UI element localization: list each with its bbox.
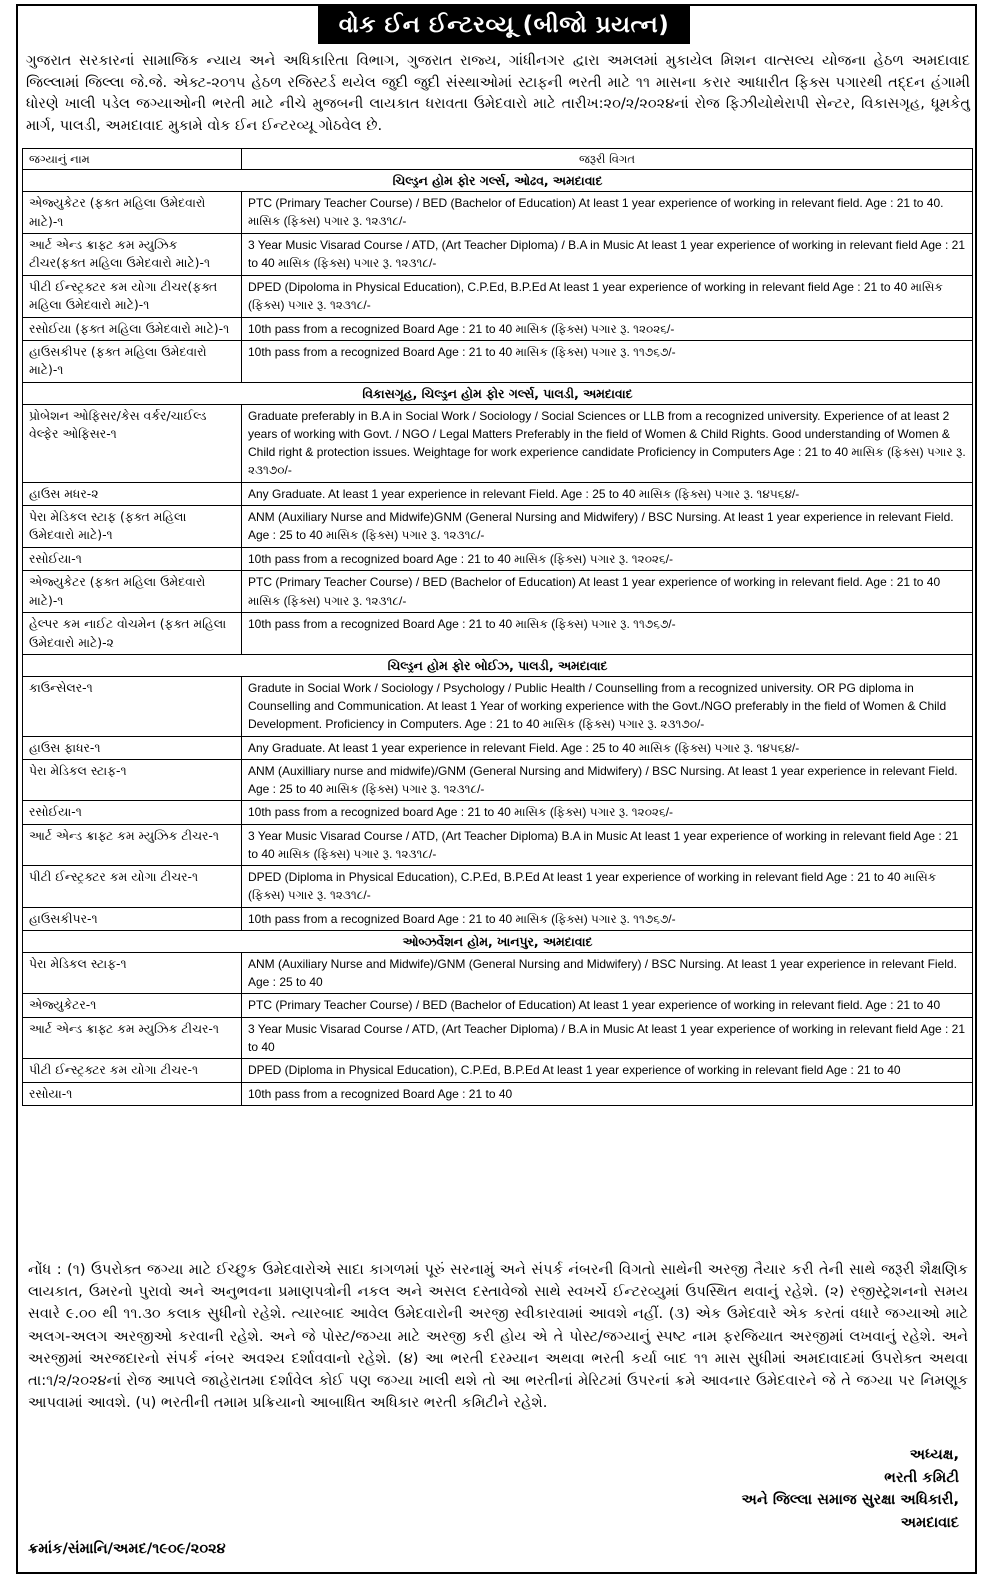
header-post-name: જગ્યાનું નામ <box>23 149 242 170</box>
section-header-row <box>23 382 973 404</box>
post-details-cell: 3 Year Music Visarad Course / ATD, (Art Teacher Diploma) / B.A in Music At least 1 year experience of working in relevant field Age : 21 to 40 માસિક (ફિક્સ) પગાર રૂ. ૧૨૩૧૮/- <box>242 234 973 276</box>
table-row <box>23 801 973 824</box>
post-details-cell: 10th pass from a recognized Board Age : 21 to 40 માસિક (ફિક્સ) પગાર રૂ. ૧૧૭૬૭/- <box>242 613 973 655</box>
post-details-cell: PTC (Primary Teacher Course) / BED (Bachelor of Education) At least 1 year experience of working in relevant field. Age : 21 to 40. માસિક (ફિક્સ) પગાર રૂ. ૧૨૩૧૮/- <box>242 192 973 234</box>
intro-paragraph: ગુજરાત સરકારનાં સામાજિક ન્યાય અને અધિકારિતા વિભાગ, ગુજરાત રાજ્ય, ગાંધીનગર દ્વારા અમલમાં મુકાયેલ મિશન વાત્સલ્ય યોજના હેઠળ અમદાવાદ જિલ્લામાં જિલ્લા જે.જે. એક્ટ-૨૦૧૫ હેઠળ રજિસ્ટર્ડ થયેલ જુદી જુદી સંસ્થાઓમાં સ્ટાફની ભરતી માટે ૧૧ માસના કરાર આધારીત ફિક્સ પગારથી તદ્દન હંગામી ધોરણે ખાલી પડેલ જગ્યાઓની ભરતી માટે નીચે મુજબની લાયકાત ધરાવતા ઉમેદવારો માટે તારીખ:૨૦/૨/૨૦૨૪નાં રોજ ફિઝીયોથેરાપી સેન્ટર, વિકાસગૃહ, ધૂમકેતુ માર્ગ, પાલડી, અમદાવાદ મુકામે વોક ઈન ઈન્ટરવ્યૂ ગોઠવેલ છે. <box>26 52 970 134</box>
section-name: વિકાસગૃહ, ચિલ્ડ્રન હોમ ફોર ગર્લ્સ, પાલડી, અમદાવાદ <box>23 382 973 404</box>
section-header-row <box>23 930 973 952</box>
post-details-cell: ANM (Auxilliary nurse and midwife)/GNM (General Nursing and Midwifery) / BSC Nursing. At least 1 year experience in relevant Field. Age : 25 to 40 માસિક (ફિક્સ) પગાર રૂ. ૧૨૩૧૮/- <box>242 759 973 800</box>
vacancy-table <box>22 148 973 1106</box>
table-row <box>23 275 973 317</box>
post-name-cell: પીટી ઈન્સ્ટ્રક્ટર કમ યોગા ટીચર-૧ <box>23 866 242 907</box>
post-details-cell: Any Graduate. At least 1 year experience in relevant Field. Age : 25 to 40 માસિક (ફિક્સ) પગાર રૂ. ૧૪૫૬૪/- <box>242 736 973 759</box>
post-name-cell: આર્ટ એન્ડ ક્રાફ્ટ કમ મ્યુઝિક ટીચર(ફક્ત મહિલા ઉમેદવારો માટે)-૧ <box>23 234 242 276</box>
post-name-cell: પેરા મેડિકલ સ્ટાફ-૧ <box>23 952 242 993</box>
post-details-cell: 10th pass from a recognized Board Age : 21 to 40 <box>242 1082 973 1105</box>
post-details-cell: 10th pass from a recognized Board Age : 21 to 40 માસિક (ફિક્સ) પગાર રૂ. ૧૧૭૬૭/- <box>242 907 973 930</box>
table-row <box>23 192 973 234</box>
post-name-cell: પેરા મેડિકલ સ્ટાફ-૧ <box>23 759 242 800</box>
post-details-cell: PTC (Primary Teacher Course) / BED (Bachelor of Education) At least 1 year experience of working in relevant field. Age : 21 to 40 <box>242 994 973 1017</box>
post-details-cell: DPED (Diploma in Physical Education), C.P.Ed, B.P.Ed At least 1 year experience of working in relevant field Age : 21 to 40 માસિક (ફિક્સ) પગાર રૂ. ૧૨૩૧૮/- <box>242 866 973 907</box>
post-name-cell: એજ્યુકેટર (ફક્ત મહિલા ઉમેદવારો માટે)-૧ <box>23 571 242 613</box>
post-name-cell: પેરા મેડિકલ સ્ટાફ (ફક્ત મહિલા ઉમેદવારો માટે)-૧ <box>23 506 242 548</box>
post-name-cell: એજ્યુકેટર (ફક્ત મહિલા ઉમેદવારો માટે)-૧ <box>23 192 242 234</box>
post-name-cell: કાઉન્સેલર-૧ <box>23 676 242 736</box>
post-name-cell: હાઉસકીપર (ફક્ત મહિલા ઉમેદવારો માટે)-૧ <box>23 341 242 383</box>
section-name: ચિલ્ડ્રન હોમ ફોર ગર્લ્સ, ઓઢવ, અમદાવાદ <box>23 170 973 192</box>
signature-line-city: અમદાવાદ <box>900 1513 959 1531</box>
post-name-cell: રસોઈયા (ફક્ત મહિલા ઉમેદવારો માટે)-૧ <box>23 317 242 340</box>
post-name-cell: રસોઈયા-૧ <box>23 801 242 824</box>
table-row <box>23 571 973 613</box>
table-row <box>23 404 973 482</box>
post-details-cell: Any Graduate. At least 1 year experience in relevant Field. Age : 25 to 40 માસિક (ફિક્સ) પગાર રૂ. ૧૪૫૬૪/- <box>242 482 973 505</box>
table-row <box>23 736 973 759</box>
post-details-cell: 10th pass from a recognized Board Age : 21 to 40 માસિક (ફિક્સ) પગાર રૂ. ૧૧૭૬૭/- <box>242 341 973 383</box>
section-header-row <box>23 170 973 192</box>
post-details-cell: 10th pass from a recognized board Age : 21 to 40 માસિક (ફિક્સ) પગાર રૂ. ૧૨૦૨૬/- <box>242 547 973 570</box>
section-header-row <box>23 654 973 676</box>
post-name-cell: પ્રોબેશન ઓફિસર/કેસ વર્કર/ચાઈલ્ડ વેલ્ફેર ઓફિસર-૧ <box>23 404 242 482</box>
signature-line-chairman: અધ્યક્ષ, <box>909 1446 959 1463</box>
table-row <box>23 234 973 276</box>
table-row <box>23 952 973 993</box>
table-row <box>23 824 973 865</box>
post-name-cell: આર્ટ એન્ડ ક્રાફ્ટ કમ મ્યુઝિક ટીચર-૧ <box>23 824 242 865</box>
page-title: વોક ઈન ઈન્ટરવ્યૂ (બીજો પ્રયત્ન) <box>318 6 690 44</box>
section-name: ચિલ્ડ્રન હોમ ફોર બોઈઝ, પાલડી, અમદાવાદ <box>23 654 973 676</box>
table-row <box>23 482 973 505</box>
signature-line-committee: ભરતી કમિટી <box>884 1468 959 1486</box>
signature-block <box>559 1444 959 1534</box>
table-row <box>23 506 973 548</box>
post-name-cell: પીટી ઈન્સ્ટ્રક્ટર કમ યોગા ટીચર(ફક્ત મહિલા ઉમેદવારો માટે)-૧ <box>23 275 242 317</box>
post-details-cell: 3 Year Music Visarad Course / ATD, (Art Teacher Diploma) / B.A in Music At least 1 year experience of working in relevant field Age : 21 to 40 <box>242 1017 973 1058</box>
header-details: જરૂરી વિગત <box>242 149 973 170</box>
post-details-cell: 10th pass from a recognized Board Age : 21 to 40 માસિક (ફિક્સ) પગાર રૂ. ૧૨૦૨૬/- <box>242 317 973 340</box>
signature-line-officer: અને જિલ્લા સમાજ સુરક્ષા અધિકારી, <box>741 1491 959 1508</box>
table-row <box>23 866 973 907</box>
post-name-cell: હેલ્પર કમ નાઈટ વોચમેન (ફક્ત મહિલા ઉમેદવારો માટે)-૨ <box>23 613 242 655</box>
post-name-cell: આર્ટ એન્ડ ક્રાફ્ટ કમ મ્યુઝિક ટીચર-૧ <box>23 1017 242 1058</box>
post-name-cell: રસોઈયા-૧ <box>23 547 242 570</box>
post-details-cell: DPED (Diploma in Physical Education), C.P.Ed, B.P.Ed At least 1 year experience of working in relevant field Age : 21 to 40 <box>242 1059 973 1082</box>
table-header-row <box>23 149 973 170</box>
post-name-cell: હાઉસકીપર-૧ <box>23 907 242 930</box>
table-row <box>23 341 973 383</box>
post-details-cell: 3 Year Music Visarad Course / ATD, (Art Teacher Diploma) B.A in Music At least 1 year experience of working in relevant field Age : 21 to 40 માસિક (ફિક્સ) પગાર રૂ. ૧૨૩૧૮/- <box>242 824 973 865</box>
post-details-cell: ANM (Auxiliary Nurse and Midwife)GNM (General Nursing and Midwifery) / BSC Nursing. At least 1 year experience in relevant Field. Age : 25 to 40 માસિક (ફિક્સ) પગાર રૂ. ૧૨૩૧૮/- <box>242 506 973 548</box>
post-name-cell: હાઉસ ફાધર-૧ <box>23 736 242 759</box>
table-row <box>23 613 973 655</box>
table-row <box>23 676 973 736</box>
table-row <box>23 1017 973 1058</box>
post-name-cell: પીટી ઈન્સ્ટ્રક્ટર કમ યોગા ટીચર-૧ <box>23 1059 242 1082</box>
section-name: ઓબ્ઝર્વેશન હોમ, ખાનપુર, અમદાવાદ <box>23 930 973 952</box>
post-name-cell: રસોયા-૧ <box>23 1082 242 1105</box>
post-details-cell: DPED (Dipoloma in Physical Education), C.P.Ed, B.P.Ed At least 1 year experience of working in relevant field Age : 21 to 40 માસિક (ફિક્સ) પગાર રૂ. ૧૨૩૧૮/- <box>242 275 973 317</box>
notes-paragraph: નોંધ : (૧) ઉપરોક્ત જગ્યા માટે ઈચ્છુક ઉમેદવારોએ સાદા કાગળમાં પૂરું સરનામું અને સંપર્ક નંબરની વિગતો સાથેની અરજી તૈયાર કરી તેની સાથે જરૂરી શૈક્ષણિક લાયકાત, ઉમરનો પુરાવો અને અનુભવના પ્રમાણપત્રોની નકલ અને અસલ દસ્તાવેજો સાથે સ્વખર્ચે ઈન્ટરવ્યુમાં ઉપસ્થિત થવાનું રહેશે. (૨) રજીસ્ટ્રેશનનો સમય સવારે ૯.૦૦ થી ૧૧.૩૦ કલાક સુધીનો રહેશે. ત્યારબાદ આવેલ ઉમેદવારોની અરજી સ્વીકારવામાં આવશે નહીં. (૩) એક ઉમેદવારે એક કરતાં વધારે જગ્યાઓ માટે અલગ-અલગ અરજીઓ કરવાની રહેશે. અને જે પોસ્ટ/જગ્યા માટે અરજી કરી હોય એ તે પોસ્ટ/જગ્યાનું સ્પષ્ટ નામ ફરજિયાત અરજીમાં લખવાનું રહેશે. અને અરજીમાં અરજદારનો સંપર્ક નંબર અવશ્ય દર્શાવવાનો રહેશે. (૪) આ ભરતી દરમ્યાન અથવા ભરતી કર્યા બાદ ૧૧ માસ સુધીમાં અમદાવાદમાં ઉપરોક્ત અથવા તા:૧/૨/૨૦૨૪નાં રોજ આપલે જાહેરાતમા દર્શાવેલ કોઈ પણ જગ્યા ખાલી થશે તો આ ભરતીનાં મેરિટમાં ઉપરનાં ક્રમે આવનાર ઉમેદવારને જે તે જગ્યા પર નિમણૂક આપવામાં આવશે. (૫) ભરતીની તમામ પ્રક્રિયાનો આબાધિત અધિકાર ભરતી કમિટીને રહેશે. <box>28 1261 968 1412</box>
table-body <box>23 170 973 1106</box>
table-row <box>23 547 973 570</box>
table-row <box>23 317 973 340</box>
table-row <box>23 759 973 800</box>
table-row <box>23 1082 973 1105</box>
table-row <box>23 907 973 930</box>
post-name-cell: હાઉસ મધર-૨ <box>23 482 242 505</box>
table-row <box>23 994 973 1017</box>
post-details-cell: Graduate preferably in B.A in Social Work / Sociology / Social Sciences or LLB from a recognized university. Experience of at least 2 years of working with Govt. / NGO / Legal Matters Preferably in the field of Women & Child Rights. Good understanding of Women & Child right & protection issues. Weightage for work experience candidate Proficiency in Computers Age : 21 to 40 માસિક (ફિક્સ) પગાર રૂ. ૨૩૧૭૦/- <box>242 404 973 482</box>
reference-number: ક્રમાંક/સંમાનિ/અમદ/૧૯૦૯/૨૦૨૪ <box>28 1540 226 1557</box>
advertisement-sheet <box>16 4 977 1574</box>
post-details-cell: Gradute in Social Work / Sociology / Psychology / Public Health / Counselling from a recognized university. OR PG diploma in Counselling and Communication. At least 1 Year of working experience with the Govt./NGO preferably in the field of Women & Child Development. Proficiency in Computers. Age : 21 to 40 માસિક (ફિક્સ) પગાર રૂ. ૨૩૧૭૦/- <box>242 676 973 736</box>
post-details-cell: 10th pass from a recognized board Age : 21 to 40 માસિક (ફિક્સ) પગાર રૂ. ૧૨૦૨૬/- <box>242 801 973 824</box>
post-details-cell: ANM (Auxiliary Nurse and Midwife)/GNM (General Nursing and Midwifery) / BSC Nursing. At least 1 year experience in relevant Field. Age : 25 to 40 <box>242 952 973 993</box>
post-name-cell: એજ્યુકેટર-૧ <box>23 994 242 1017</box>
post-details-cell: PTC (Primary Teacher Course) / BED (Bachelor of Education) At least 1 year experience of working in relevant field. Age : 21 to 40 માસિક (ફિક્સ) પગાર રૂ. ૧૨૩૧૮/- <box>242 571 973 613</box>
table-row <box>23 1059 973 1082</box>
